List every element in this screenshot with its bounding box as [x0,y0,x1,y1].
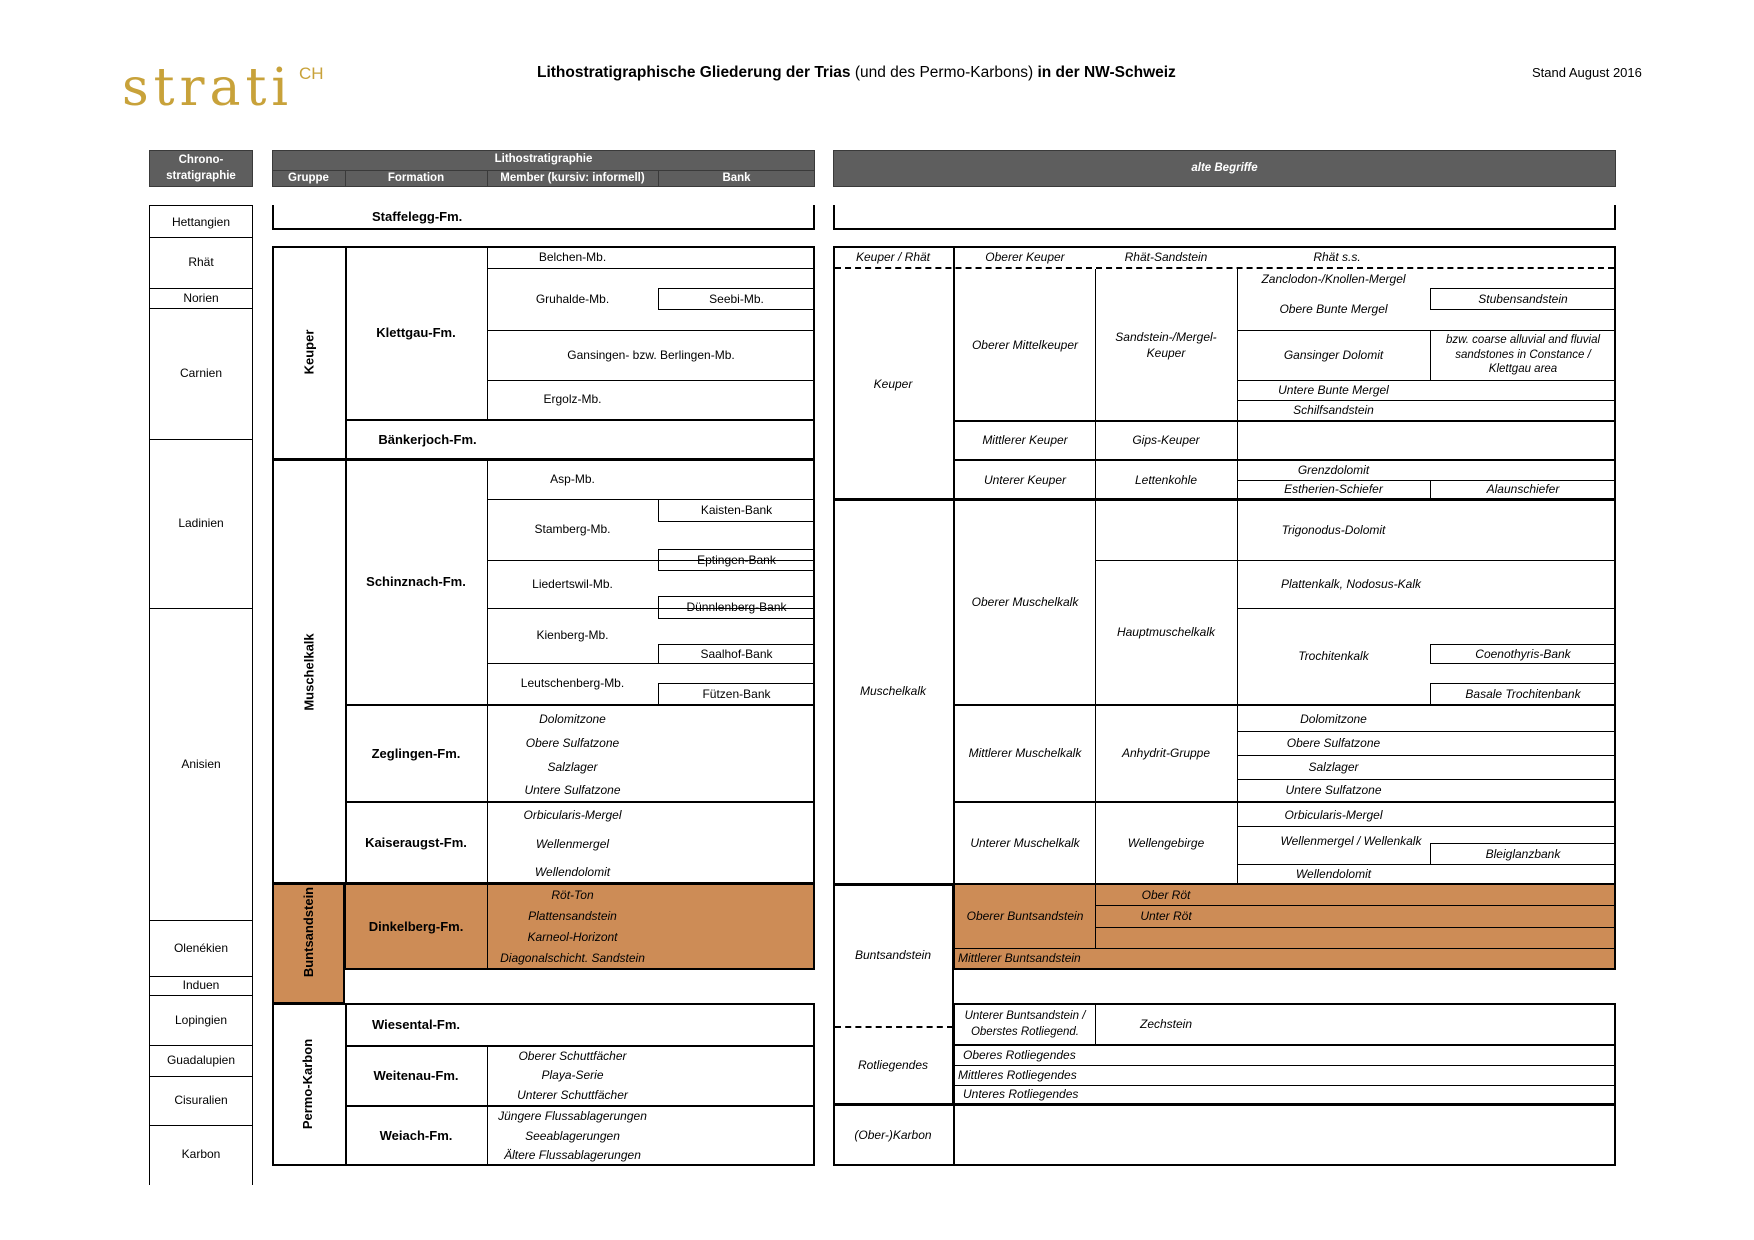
old-bunt-row-divider [1095,927,1616,928]
member-aeltere-fluss: Ältere Flussablagerungen [504,1148,641,1163]
formation-weiach: Weiach-Fm. [379,1128,453,1144]
bank-kaisten: Kaisten-Bank [700,503,773,518]
staffelegg-bracket [272,205,274,230]
old-zanclodon: Zanclodon-/Knollen-Mergel [1261,271,1406,286]
old-mittleres-rotliegendes: Mittleres Rotliegendes [958,1067,1077,1082]
old-oberer-buntsandstein: Oberer Buntsandstein [966,909,1084,924]
formation-kaiseraugst: Kaiseraugst-Fm. [365,835,467,851]
member-wellenmergel: Wellenmergel [535,836,610,851]
old-wellengebirge: Wellengebirge [1127,835,1205,850]
chrono-header-label: Chrono- stratigraphie [166,153,236,182]
member-unterer-schuttfaecher: Unterer Schuttfächer [517,1087,628,1102]
old-plattenkalk: Plattenkalk, Nodosus-Kalk [1280,576,1422,591]
member-playa-serie: Playa-Serie [541,1068,604,1083]
old-wellenmergel-wellenkalk: Wellenmergel / Wellenkalk [1280,833,1422,848]
member-ergolz: Ergolz-Mb. [543,392,602,407]
bank-header: Bank [722,171,751,184]
old-obere-sulfatzone: Obere Sulfatzone [1286,735,1381,750]
old-mittlerer-buntsandstein: Mittlerer Buntsandstein [958,951,1081,966]
stand-date: Stand August 2016 [1532,65,1642,80]
group-buntsandstein: Buntsandstein [301,886,317,978]
logo-superscript: CH [298,64,324,83]
old-unterer-buntsandstein: Unterer Buntsandstein / Oberstes Rotliegend. [964,1009,1086,1038]
old-oberes-rotliegendes: Oberes Rotliegendes [963,1048,1076,1063]
member-oberer-schuttfaecher: Oberer Schuttfächer [518,1049,627,1064]
group-muschelkalk: Muschelkalk [301,633,317,711]
old-trochitenkalk: Trochitenkalk [1298,648,1369,663]
old-karbon: (Ober-)Karbon [854,1127,932,1142]
old-ober-roet: Ober Röt [1141,887,1191,902]
chrono-hettangien: Hettangien [171,214,231,229]
old-untere-bunte-mergel: Untere Bunte Mergel [1278,382,1389,397]
old-oberer-keuper: Oberer Keuper [985,250,1065,265]
old-oberer-mittelkeuper: Oberer Mittelkeuper [971,337,1079,352]
chrono-olenekien: Olenékien [173,940,229,955]
old-stubensandstein: Stubensandstein [1478,291,1568,306]
old-estherien-schiefer: Estherien-Schiefer [1284,482,1383,497]
member-belchen: Belchen-Mb. [538,250,607,265]
formation-header: Formation [387,171,445,184]
member-obere-sulfatzone: Obere Sulfatzone [525,735,620,750]
gruppe-header: Gruppe [288,171,329,184]
bank-duennlenberg: Dünnlenberg-Bank [686,600,787,615]
title-part-3: in der NW-Schweiz [1037,64,1176,81]
member-asp: Asp-Mb. [550,472,595,487]
old-rhaet-sandstein: Rhät-Sandstein [1124,250,1208,265]
old-unteres-rotliegendes: Unteres Rotliegendes [963,1087,1079,1102]
chrono-norien: Norien [183,290,219,305]
old-wellendolomit: Wellendolomit [1295,866,1372,881]
staffelegg-bracket [272,228,815,230]
page-title [537,64,1176,82]
dashed-boundary [835,267,1614,269]
bank-eptingen: Eptingen-Bank [697,552,776,567]
old-rotliegendes: Rotliegendes [857,1058,929,1073]
member-gruhalde: Gruhalde-Mb. [535,291,610,306]
chrono-guadalupien: Guadalupien [166,1053,236,1068]
formation-baenkerjoch: Bänkerjoch-Fm. [378,432,477,448]
chrono-cisuralien: Cisuralien [174,1093,228,1108]
member-kienberg: Kienberg-Mb. [536,628,609,643]
old-trigonodus: Trigonodus-Dolomit [1281,522,1386,537]
member-karneol-horizont: Karneol-Horizont [527,930,618,945]
formation-dinkelberg: Dinkelberg-Fm. [368,918,464,934]
old-salzlager: Salzlager [1308,759,1359,774]
formation-wiesental: Wiesental-Fm. [372,1016,461,1032]
old-grenzdolomit: Grenzdolomit [1297,463,1370,478]
member-plattensandstein: Plattensandstein [528,909,617,924]
member-stamberg: Stamberg-Mb. [534,522,611,537]
member-liedertswil: Liedertswil-Mb. [532,576,613,591]
chrono-carnien: Carnien [179,366,223,381]
old-gips-keuper: Gips-Keuper [1132,433,1200,448]
old-unter-roet: Unter Röt [1140,908,1192,923]
old-dolomitzone: Dolomitzone [1300,711,1367,726]
old-rhaet-ss: Rhät s.s. [1313,250,1361,265]
chrono-rhaet: Rhät [188,255,214,270]
old-lettenkohle: Lettenkohle [1134,472,1198,487]
old-schilfsandstein: Schilfsandstein [1293,402,1374,417]
old-gansinger-dolomit: Gansinger Dolomit [1283,347,1384,362]
member-diagonalschicht: Diagonalschicht. Sandstein [500,950,645,965]
formation-klettgau: Klettgau-Fm. [376,325,456,341]
member-seeablagerungen: Seeablagerungen [525,1128,620,1143]
chrono-induen: Induen [182,978,220,993]
old-alaunschiefer: Alaunschiefer [1486,482,1560,497]
title-part-1: Lithostratigraphische Gliederung der Trias [537,64,851,81]
old-orbicularis-mergel: Orbicularis-Mergel [1284,807,1383,822]
member-juengere-fluss: Jüngere Flussablagerungen [498,1109,647,1124]
member-dolomitzone: Dolomitzone [539,711,606,726]
old-zechstein: Zechstein [1139,1017,1193,1032]
chrono-divider [149,205,253,206]
chrono-karbon: Karbon [181,1146,221,1161]
old-obere-bunte-mergel: Obere Bunte Mergel [1279,301,1388,316]
old-untere-sulfatzone: Untere Sulfatzone [1285,782,1382,797]
chrono-ladinien: Ladinien [178,516,224,531]
old-mittlerer-keuper: Mittlerer Keuper [982,433,1068,448]
staffelegg-bracket [813,205,815,230]
old-buntsandstein: Buntsandstein [854,948,932,963]
right-top-bracket [833,228,1616,230]
bank-seebi: Seebi-Mb. [709,291,764,306]
old-coenothyris-bank: Coenothyris-Bank [1475,646,1571,661]
old-sandstein-mergel-keuper: Sandstein-/Mergel- Keuper [1115,329,1217,360]
member-salzlager: Salzlager [547,759,598,774]
member-gansingen: Gansingen- bzw. Berlingen-Mb. [567,347,735,362]
member-untere-sulfatzone: Untere Sulfatzone [524,782,621,797]
old-bleiglanzbank: Bleiglanzbank [1485,846,1561,861]
formation-zeglingen: Zeglingen-Fm. [371,745,461,761]
old-unterer-muschelkalk: Unterer Muschelkalk [970,835,1080,850]
old-muschelkalk: Muschelkalk [859,684,927,699]
litho-header-label: Lithostratigraphie [494,153,593,166]
member-roet-ton: Röt-Ton [551,888,594,903]
old-coarse-sandstones: bzw. coarse alluvial and fluvial sandstones in Constance / Klettgau area [1445,333,1601,376]
old-keuper: Keuper [873,376,913,391]
old-basale-trochitenbank: Basale Trochitenbank [1465,686,1581,701]
old-col1-divider [953,1104,955,1166]
formation-staffelegg: Staffelegg-Fm. [372,209,463,225]
chrono-lopingien: Lopingien [174,1012,228,1027]
old-oberer-muschelkalk: Oberer Muschelkalk [971,594,1079,609]
member-orbicularis-mergel: Orbicularis-Mergel [523,807,622,822]
old-hauptmuschelkalk: Hauptmuschelkalk [1116,624,1216,639]
alte-begriffe-label: alte Begriffe [1191,161,1258,174]
group-permokarbon: Permo-Karbon [300,1038,316,1130]
old-keuper-rhaet: Keuper / Rhät [855,250,931,265]
strati-ch-logo [122,58,324,118]
member-header: Member (kursiv: informell) [500,171,645,184]
group-keuper: Keuper [301,329,317,375]
formation-schinznach: Schinznach-Fm. [366,573,466,589]
formation-weitenau: Weitenau-Fm. [373,1068,459,1084]
title-part-2: (und des Permo-Karbons) [850,64,1038,81]
bank-saalhof: Saalhof-Bank [700,646,773,661]
right-top-bracket [1614,205,1616,230]
right-top-bracket [833,205,835,230]
old-mittlerer-muschelkalk: Mittlerer Muschelkalk [968,746,1082,761]
logo-text: strati [122,58,293,118]
bank-fuetzen: Fützen-Bank [702,686,771,701]
old-unterer-keuper: Unterer Keuper [983,472,1067,487]
member-wellendolomit: Wellendolomit [534,865,611,880]
chrono-anisien: Anisien [181,756,221,771]
old-anhydrit-gruppe: Anhydrit-Gruppe [1121,746,1211,761]
member-leutschenberg: Leutschenberg-Mb. [520,676,625,691]
